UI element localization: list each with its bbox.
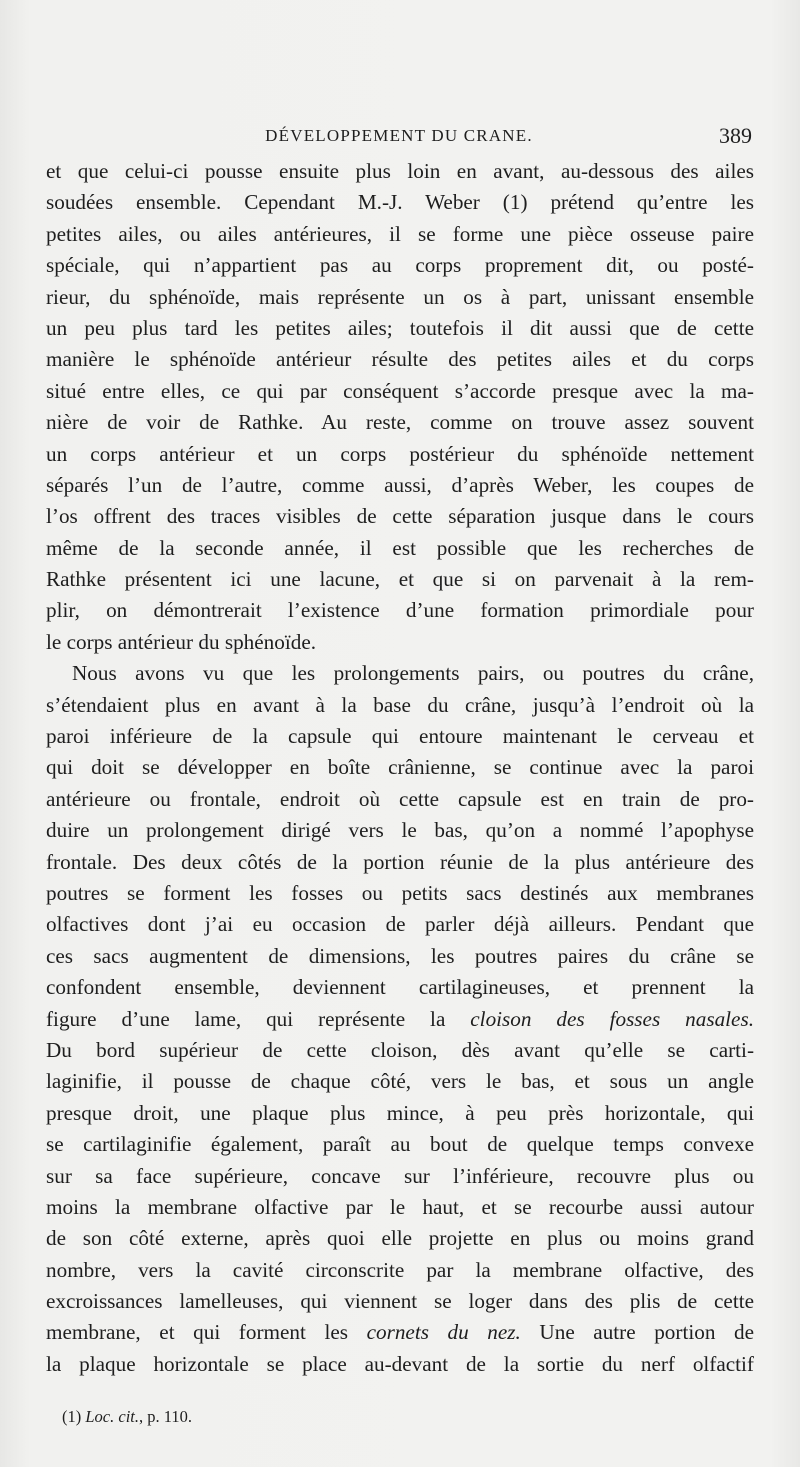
text-fragment: Une autre portion de [520,1320,754,1345]
text-line: Nous avons vu que les prolongements pairs, ou poutres du crâne, [72,661,754,686]
text-fragment: membrane, et qui forment les [46,1320,367,1345]
body-text [46,156,754,1380]
italic-term: cloison des fosses nasales. [470,1006,754,1031]
text-line [46,1317,754,1348]
text-line: petites ailes, ou ailes antérieures, il se forme une pièce osseuse paire [46,221,754,246]
text-line: plir, on démontrerait l’existence d’une formation primordiale pour [46,598,754,623]
text-line: se cartilaginifie également, paraît au bout de quelque temps convexe [46,1132,754,1157]
text-line: s’étendaient plus en avant à la base du crâne, jusqu’à l’endroit où la [46,692,754,717]
text-line: soudées ensemble. Cependant M.-J. Weber (1) prétend qu’entre les [46,190,754,215]
text-line: le corps antérieur du sphénoïde. [46,629,317,654]
text-line: manière le sphénoïde antérieur résulte des petites ailes et du corps [46,347,754,372]
text-line: olfactives dont j’ai eu occasion de parler déjà ailleurs. Pendant que [46,912,754,937]
footnote [62,1405,192,1429]
text-line: la plaque horizontale se place au-devant de la sortie du nerf olfactif [46,1351,754,1376]
text-line: et que celui-ci pousse ensuite plus loin en avant, au-dessous des ailes [46,159,754,183]
text-line: paroi inférieure de la capsule qui entoure maintenant le cerveau et [46,724,754,749]
page-number: 389 [719,123,752,148]
text-line: même de la seconde année, il est possible que les recherches de [46,535,754,560]
text-line: rieur, du sphénoïde, mais représente un os à part, unissant ensemble [46,284,754,309]
text-line: nière de voir de Rathke. Au reste, comme on trouve assez souvent [46,410,754,435]
text-fragment: figure d’une lame, qui représente la [46,1006,471,1031]
footnote-page: , p. 110. [139,1407,193,1426]
italic-term: cornets du nez. [366,1320,521,1345]
page-header [46,122,752,150]
text-line: nombre, vers la cavité circonscrite par la membrane olfactive, des [46,1257,754,1282]
text-line: l’os offrent des traces visibles de cette séparation jusque dans le cours [46,504,754,529]
footnote-reference: Loc. cit. [85,1407,139,1426]
text-line [46,1004,754,1035]
paragraph-2 [46,658,754,1380]
text-line: séparés l’un de l’autre, comme aussi, d’après Weber, les coupes de [46,472,754,497]
text-line: un peu plus tard les petites ailes; toutefois il dit aussi que de cette [46,315,754,340]
text-line: laginifie, il pousse de chaque côté, vers le bas, et sous un angle [46,1069,754,1094]
text-line: duire un prolongement dirigé vers le bas, qu’on a nommé l’apophyse [46,818,754,843]
text-line: excroissances lamelleuses, qui viennent se loger dans des plis de cette [46,1289,754,1314]
text-line: spéciale, qui n’appartient pas au corps proprement dit, ou posté- [46,253,754,278]
text-line: Rathke présentent ici une lacune, et que si on parvenait à la rem- [46,567,754,592]
text-line: poutres se forment les fosses ou petits sacs destinés aux membranes [46,880,754,905]
text-line: confondent ensemble, deviennent cartilagineuses, et prennent la [46,975,754,1000]
text-line: qui doit se développer en boîte crânienne, se continue avec la paroi [46,755,754,780]
text-line: moins la membrane olfactive par le haut, et se recourbe aussi autour [46,1194,754,1219]
text-line: ces sacs augmentent de dimensions, les poutres paires du crâne se [46,943,754,968]
running-title: DÉVELOPPEMENT DU CRANE. [265,126,533,145]
text-line: sur sa face supérieure, concave sur l’inférieure, recouvre plus ou [46,1163,754,1188]
text-line: antérieure ou frontale, endroit où cette capsule est en train de pro- [46,786,754,811]
text-line: frontale. Des deux côtés de la portion réunie de la plus antérieure des [46,849,754,874]
paragraph-1 [46,156,754,658]
footnote-marker: (1) [62,1407,86,1426]
text-line: Du bord supérieur de cette cloison, dès avant qu’elle se carti- [46,1037,754,1062]
text-line: un corps antérieur et un corps postérieur du sphénoïde nettement [46,441,754,466]
text-line: de son côté externe, après quoi elle projette en plus ou moins grand [46,1226,754,1251]
text-line: presque droit, une plaque plus mince, à peu près horizontale, qui [46,1100,754,1125]
text-line: situé entre elles, ce qui par conséquent s’accorde presque avec la ma- [46,378,754,403]
